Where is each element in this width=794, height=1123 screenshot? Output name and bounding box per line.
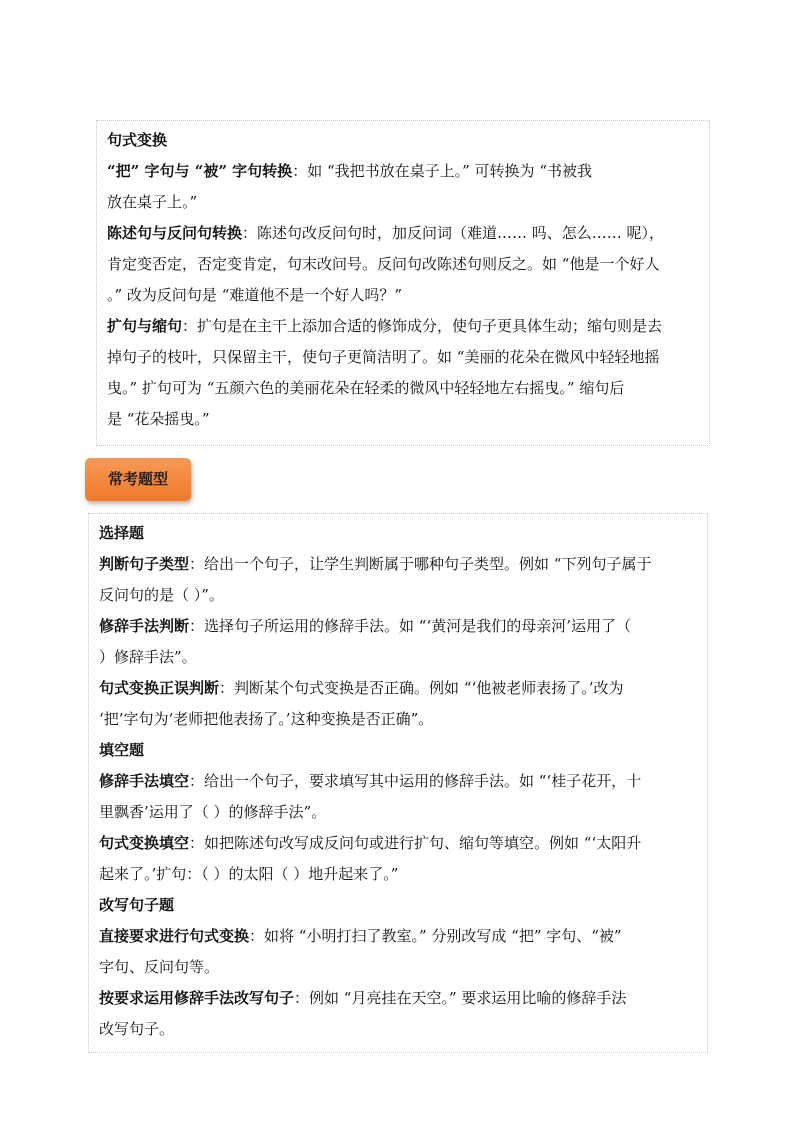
paragraph-line	[99, 673, 699, 704]
paragraph-text: ：给出一个句子，让学生判断属于哪种句子类型。例如 “下列句子属于	[189, 555, 652, 573]
group-heading: 选择题	[99, 524, 145, 542]
paragraph-line: 放在桌子上。”	[107, 193, 198, 211]
paragraph-text: ：选择句子所运用的修辞手法。如 “‘黄河是我们的母亲河’运用了（	[189, 617, 631, 635]
term-label: 句式变换正误判断	[99, 679, 220, 697]
term-label: 扩句与缩句	[107, 317, 183, 335]
section-title: 句式变换	[107, 131, 168, 149]
paragraph-line	[107, 311, 701, 342]
paragraph-line: 是 “花朵摇曳。”	[107, 410, 210, 428]
paragraph-line: 反问句的是（ ）”。	[99, 586, 224, 604]
term-label: 按要求运用修辞手法改写句子	[99, 989, 295, 1007]
question-types-box	[88, 513, 708, 1053]
paragraph-text: ：如 “我把书放在桌子上。” 可转换为 “书被我	[292, 162, 592, 180]
paragraph-line: 。” 改为反问句是 “难道他不是一个好人吗？”	[107, 286, 403, 304]
paragraph-line: 起来了。’扩句：（ ）的太阳（ ）地升起来了。”	[99, 865, 399, 883]
paragraph-line: 改写句子。	[99, 1020, 175, 1038]
paragraph-line: 掉句子的枝叶，只保留主干，使句子更简洁明了。如 “美丽的花朵在微风中轻轻地摇	[107, 348, 660, 366]
group-heading: 改写句子题	[99, 896, 175, 914]
term-label: 直接要求进行句式变换	[99, 927, 250, 945]
paragraph-line: 肯定变否定，否定变肯定，句末改问号。反问句改陈述句则反之。如 “他是一个好人	[107, 255, 660, 273]
paragraph-line	[99, 983, 699, 1014]
paragraph-line	[99, 549, 699, 580]
paragraph-text: ：判断某个句式变换是否正确。例如 “‘他被老师表扬了。’改为	[219, 679, 624, 697]
paragraph-line	[99, 766, 699, 797]
paragraph-line: ）修辞手法”。	[99, 648, 197, 666]
paragraph-text: ：陈述句改反问句时，加反问词（难道…… 吗、怎么…… 呢），	[242, 224, 665, 242]
term-label: “把” 字句与 “被” 字句转换	[107, 162, 293, 180]
paragraph-line	[99, 921, 699, 952]
paragraph-line	[107, 156, 701, 187]
term-label: 判断句子类型	[99, 555, 190, 573]
paragraph-line	[107, 218, 701, 249]
group-heading: 填空题	[99, 741, 145, 759]
paragraph-text: ：例如 “月亮挂在天空。” 要求运用比喻的修辞手法	[294, 989, 627, 1007]
term-label: 陈述句与反问句转换	[107, 224, 243, 242]
paragraph-line	[99, 611, 699, 642]
paragraph-line: ‘把’字句为‘老师把他表扬了。’这种变换是否正确”。	[99, 710, 434, 728]
paragraph-line	[99, 828, 699, 859]
sentence-transformation-box	[96, 120, 710, 446]
common-question-types-tag: 常考题型	[85, 458, 191, 501]
paragraph-text: ：扩句是在主干上添加合适的修饰成分，使句子更具体生动；缩句则是去	[182, 317, 663, 335]
paragraph-line: 曳。” 扩句可为 “五颜六色的美丽花朵在轻柔的微风中轻轻地左右摇曳。” 缩句后	[107, 379, 625, 397]
term-label: 修辞手法判断	[99, 617, 190, 635]
paragraph-text: ：如把陈述句改写成反问句或进行扩句、缩句等填空。例如 “‘太阳升	[189, 834, 642, 852]
paragraph-text: ：给出一个句子，要求填写其中运用的修辞手法。如 “‘桂子花开，十	[189, 772, 642, 790]
paragraph-text: ：如将 “小明打扫了教室。” 分别改写成 “把” 字句、“被”	[249, 927, 622, 945]
term-label: 句式变换填空	[99, 834, 190, 852]
term-label: 修辞手法填空	[99, 772, 190, 790]
paragraph-line: 里飘香’运用了（ ）的修辞手法”。	[99, 803, 327, 821]
paragraph-line: 字句、反问句等。	[99, 958, 220, 976]
